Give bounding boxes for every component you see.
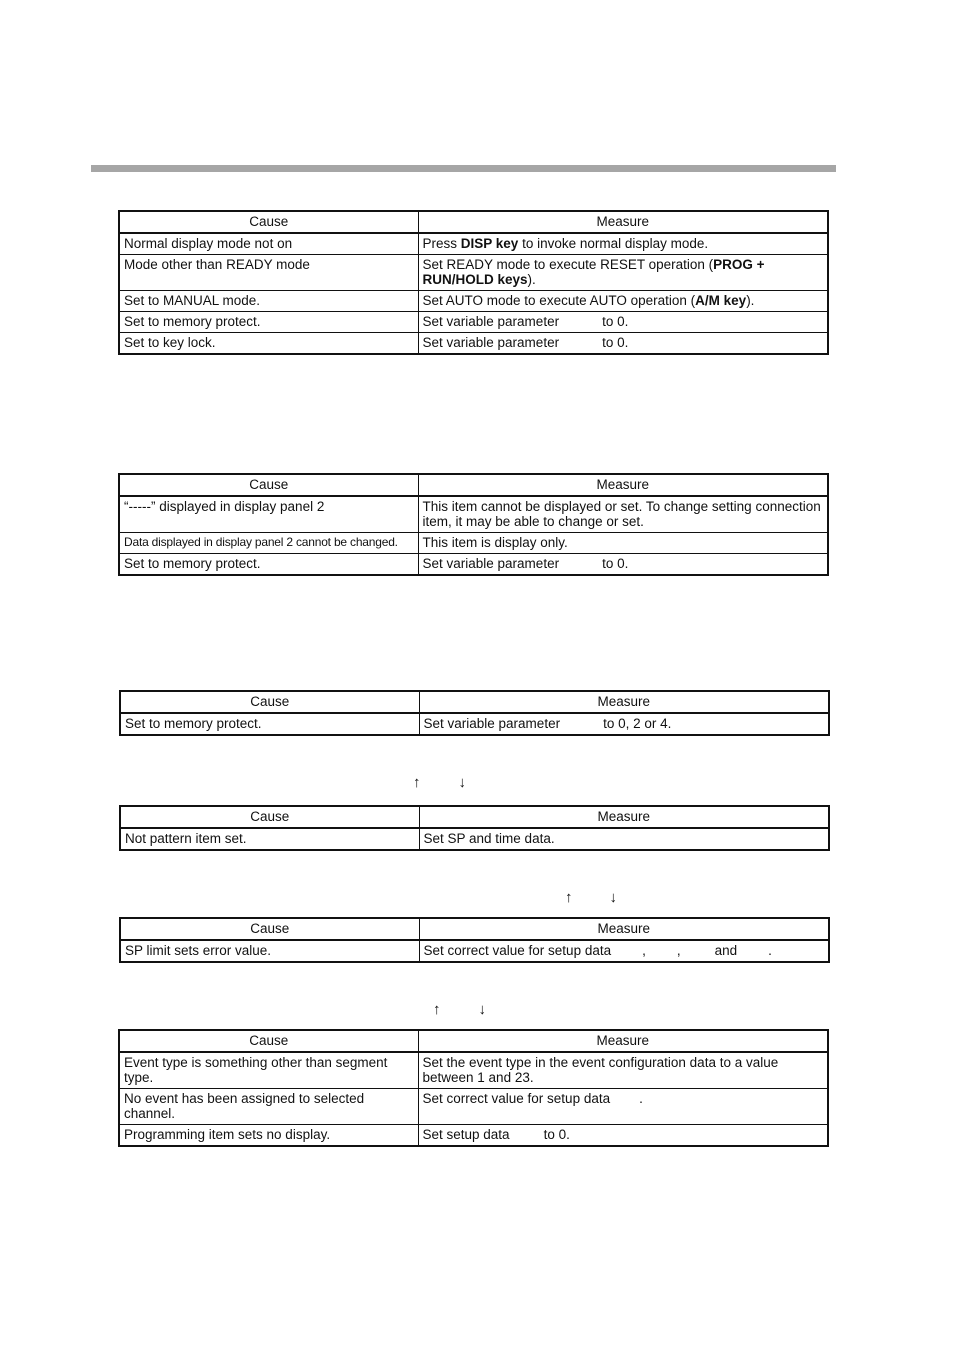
table-row (119, 1052, 828, 1089)
table-row (119, 1089, 828, 1125)
table-header-row (119, 211, 828, 233)
measure-cell: Set READY mode to execute RESET operation (PROG + RUN/HOLD keys). (418, 255, 828, 291)
measure-cell: Press DISP key to invoke normal display mode. (418, 233, 828, 255)
key-name: DISP key (460, 236, 519, 251)
cause-header: Cause (120, 806, 419, 828)
measure-cell: This item cannot be displayed or set. To change setting connection item, it may be able to change or set. (418, 496, 828, 533)
cause-cell: Set to memory protect. (119, 312, 418, 333)
table-row (119, 533, 828, 554)
table-header-row (120, 691, 829, 713)
down-arrow-icon: ↓ (478, 1001, 486, 1018)
cause-cell: Event type is something other than segment type. (119, 1052, 418, 1089)
measure-header: Measure (419, 918, 829, 940)
table-row (120, 713, 829, 735)
cause-cell: Set to key lock. (119, 333, 418, 355)
heading-arrows-4 (413, 775, 466, 791)
measure-cell: Set SP and time data. (419, 828, 829, 850)
cause-cell: Programming item sets no display. (119, 1125, 418, 1147)
cause-header: Cause (120, 691, 419, 713)
table-row (119, 312, 828, 333)
measure-cell: Set variable parameter to 0. (418, 333, 828, 355)
measure-header: Measure (418, 211, 828, 233)
measure-cell: Set variable parameter to 0. (418, 554, 828, 576)
heading-arrows-5 (565, 890, 617, 906)
cause-cell: Data displayed in display panel 2 cannot be changed. (119, 533, 418, 554)
cause-cell: Set to memory protect. (119, 554, 418, 576)
troubleshooting-table-3 (119, 690, 830, 736)
cause-cell: Not pattern item set. (120, 828, 419, 850)
table-row (119, 233, 828, 255)
measure-header: Measure (419, 691, 829, 713)
table-row (119, 255, 828, 291)
cause-header: Cause (119, 211, 418, 233)
cause-header: Cause (119, 1030, 418, 1052)
table-header-row (120, 918, 829, 940)
cause-cell: Set to MANUAL mode. (119, 291, 418, 312)
cause-cell: SP limit sets error value. (120, 940, 419, 962)
key-name: A/M key (695, 293, 747, 308)
measure-cell: Set variable parameter to 0, 2 or 4. (419, 713, 829, 735)
key-name: PROG + RUN/HOLD keys (422, 257, 765, 287)
cause-cell: Set to memory protect. (120, 713, 419, 735)
table-row (119, 333, 828, 355)
measure-cell: Set variable parameter to 0. (418, 312, 828, 333)
cause-cell: Mode other than READY mode (119, 255, 418, 291)
down-arrow-icon: ↓ (458, 774, 466, 791)
table-row (120, 828, 829, 850)
troubleshooting-table-4 (119, 805, 830, 851)
table-row (120, 940, 829, 962)
up-arrow-icon: ↑ (413, 774, 421, 791)
section-divider-bar (91, 165, 836, 172)
measure-cell: This item is display only. (418, 533, 828, 554)
troubleshooting-table-1 (118, 210, 829, 355)
table-row (119, 1125, 828, 1147)
table-header-row (119, 1030, 828, 1052)
measure-cell: Set the event type in the event configuration data to a value between 1 and 23. (418, 1052, 828, 1089)
measure-cell: Set correct value for setup data , , and . (419, 940, 829, 962)
troubleshooting-table-2 (118, 473, 829, 576)
cause-cell: Normal display mode not on (119, 233, 418, 255)
cause-header: Cause (120, 918, 419, 940)
cause-header: Cause (119, 474, 418, 496)
table-row (119, 291, 828, 312)
table-row (119, 554, 828, 576)
measure-header: Measure (418, 474, 828, 496)
up-arrow-icon: ↑ (433, 1001, 441, 1018)
troubleshooting-table-6 (118, 1029, 829, 1147)
cause-cell: No event has been assigned to selected channel. (119, 1089, 418, 1125)
down-arrow-icon: ↓ (609, 889, 617, 906)
measure-cell: Set correct value for setup data . (418, 1089, 828, 1125)
troubleshooting-table-5 (119, 917, 830, 963)
measure-header: Measure (419, 806, 829, 828)
up-arrow-icon: ↑ (565, 889, 573, 906)
measure-header: Measure (418, 1030, 828, 1052)
cause-cell: “-----” displayed in display panel 2 (119, 496, 418, 533)
table-row (119, 496, 828, 533)
measure-cell: Set setup data to 0. (418, 1125, 828, 1147)
table-header-row (120, 806, 829, 828)
table-header-row (119, 474, 828, 496)
measure-cell: Set AUTO mode to execute AUTO operation (A/M key). (418, 291, 828, 312)
heading-arrows-6 (433, 1002, 486, 1018)
